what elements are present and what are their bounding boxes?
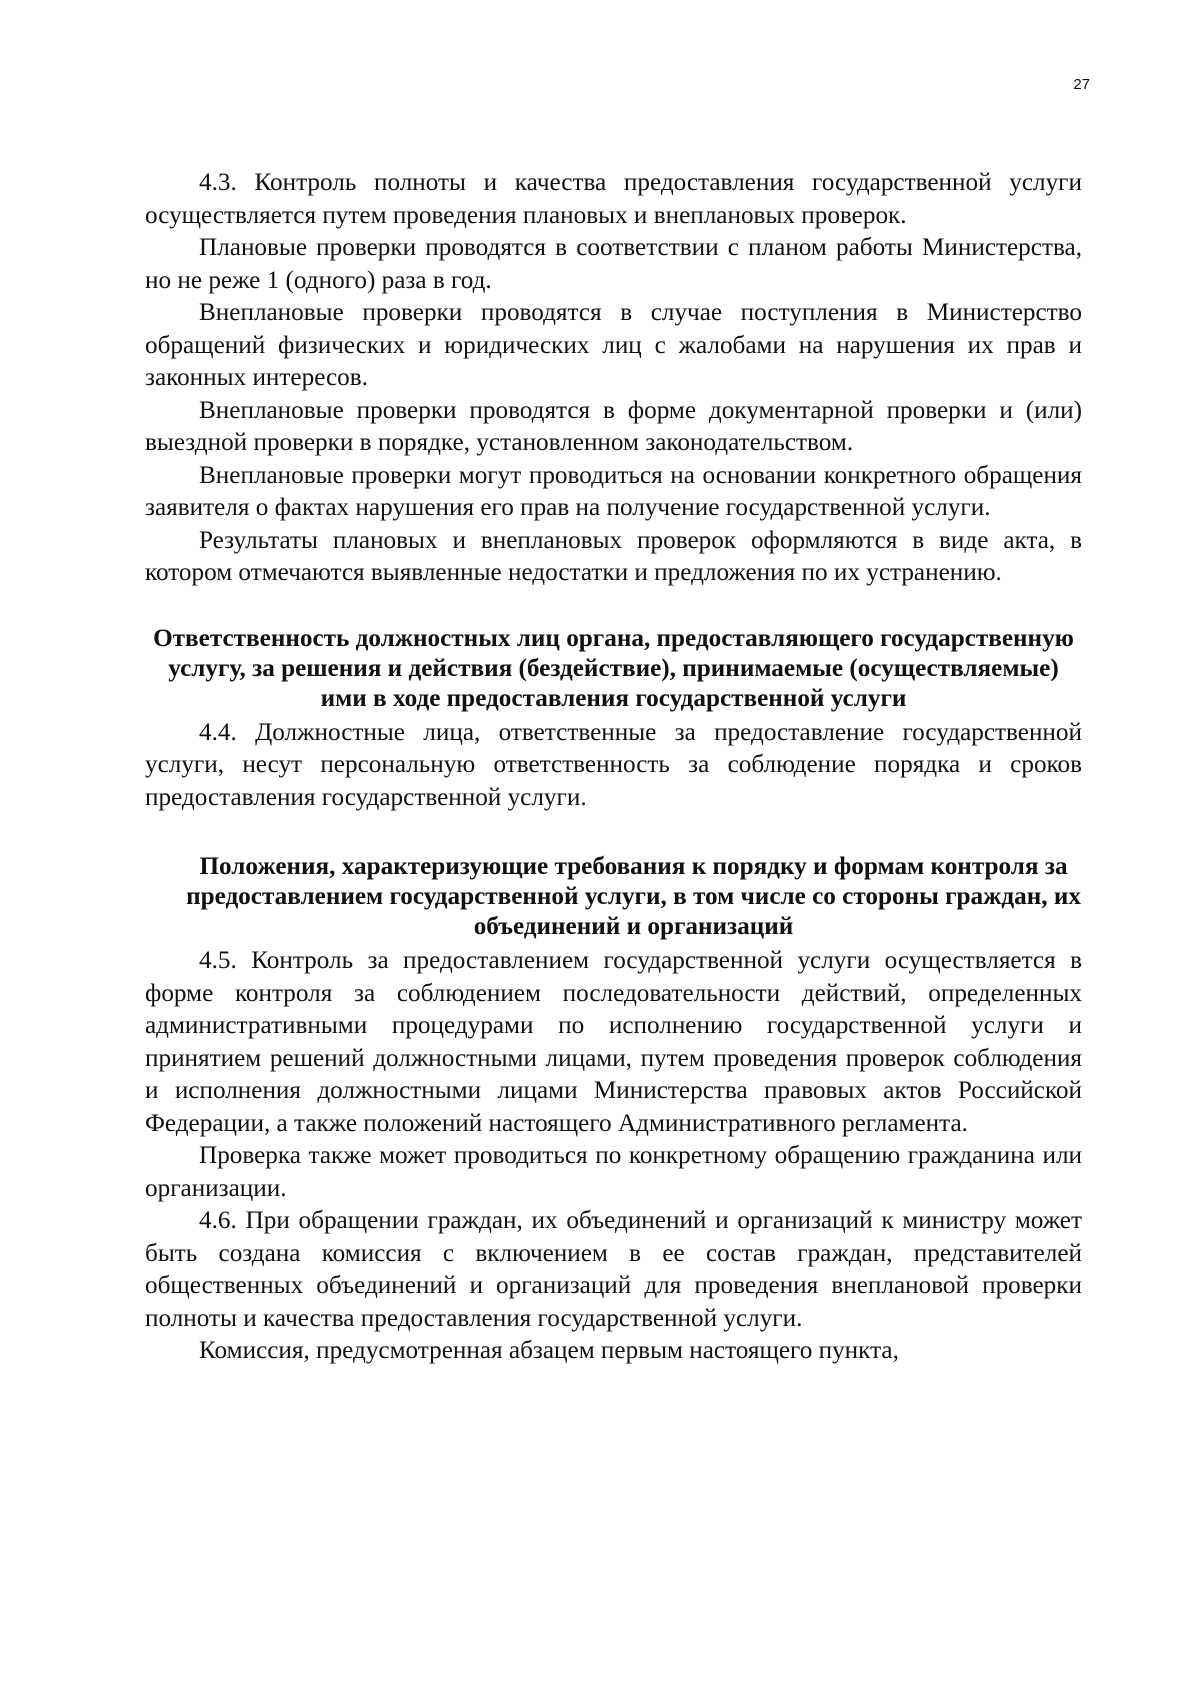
paragraph-unplanned-checks-basis: Внеплановые проверки могут проводиться на основании конкретного обращения заявителя о фактах нарушения его прав на получение государственной услуги. bbox=[145, 461, 1082, 521]
paragraph-4-6: 4.6. При обращении граждан, их объединений и организаций к министру может быть создана комиссия с включением в ее состав граждан, представителей общественных объединений и организаций для проведения внеплановой проверки полноты и качества предоставления государственной услуги. bbox=[145, 1207, 1082, 1332]
paragraph-unplanned-checks-cases: Внеплановые проверки проводятся в случае поступления в Министерство обращений физических и юридических лиц с жалобами на нарушения их прав и законных интересов. bbox=[145, 299, 1082, 391]
paragraph-check-by-request: Проверка также может проводиться по конкретному обращению гражданина или организации. bbox=[145, 1142, 1082, 1202]
document-body bbox=[145, 167, 1082, 1368]
paragraph-commission: Комиссия, предусмотренная абзацем первым настоящего пункта, bbox=[199, 1337, 899, 1364]
paragraph-check-results: Результаты плановых и внеплановых проверок оформляются в виде акта, в котором отмечаются выявленные недостатки и предложения по их устранению. bbox=[145, 526, 1082, 586]
paragraph-4-4: 4.4. Должностные лица, ответственные за предоставление государственной услуги, несут персональную ответственность за соблюдение порядка и сроков предоставления государственной услуги. bbox=[145, 718, 1082, 811]
section-heading-responsibility: Ответственность должностных лиц органа, предоставляющего государственную услугу, за решения и действия (бездействие), принимаемые (осуществляемые) ими в ходе предоставления государственной услуги bbox=[153, 624, 1074, 712]
paragraph-unplanned-checks-form: Внеплановые проверки проводятся в форме документарной проверки и (или) выездной проверки в порядке, установленном законодательством. bbox=[145, 396, 1082, 456]
paragraph-planned-checks: Плановые проверки проводятся в соответствии с планом работы Министерства, но не реже 1 (одного) раза в год. bbox=[145, 234, 1082, 294]
page-number: 27 bbox=[1073, 76, 1090, 93]
paragraph-4-5: 4.5. Контроль за предоставлением государственной услуги осуществляется в форме контроля за соблюдением последовательности действий, определенных административными процедурами по исполнению государственной услуги и принятием решений должностными лицами, путем проведения проверок соблюдения и исполнения должностными лицами Министерства правовых актов Российской Федерации, а также положений настоящего Административного регламента. bbox=[145, 947, 1082, 1137]
section-heading-control: Положения, характеризующие требования к порядку и формам контроля за предоставлением государственной услуги, в том числе со стороны граждан, их объединений и организаций bbox=[186, 853, 1081, 940]
paragraph-4-3: 4.3. Контроль полноты и качества предоставления государственной услуги осуществляется путем проведения плановых и внеплановых проверок. bbox=[145, 169, 1082, 229]
